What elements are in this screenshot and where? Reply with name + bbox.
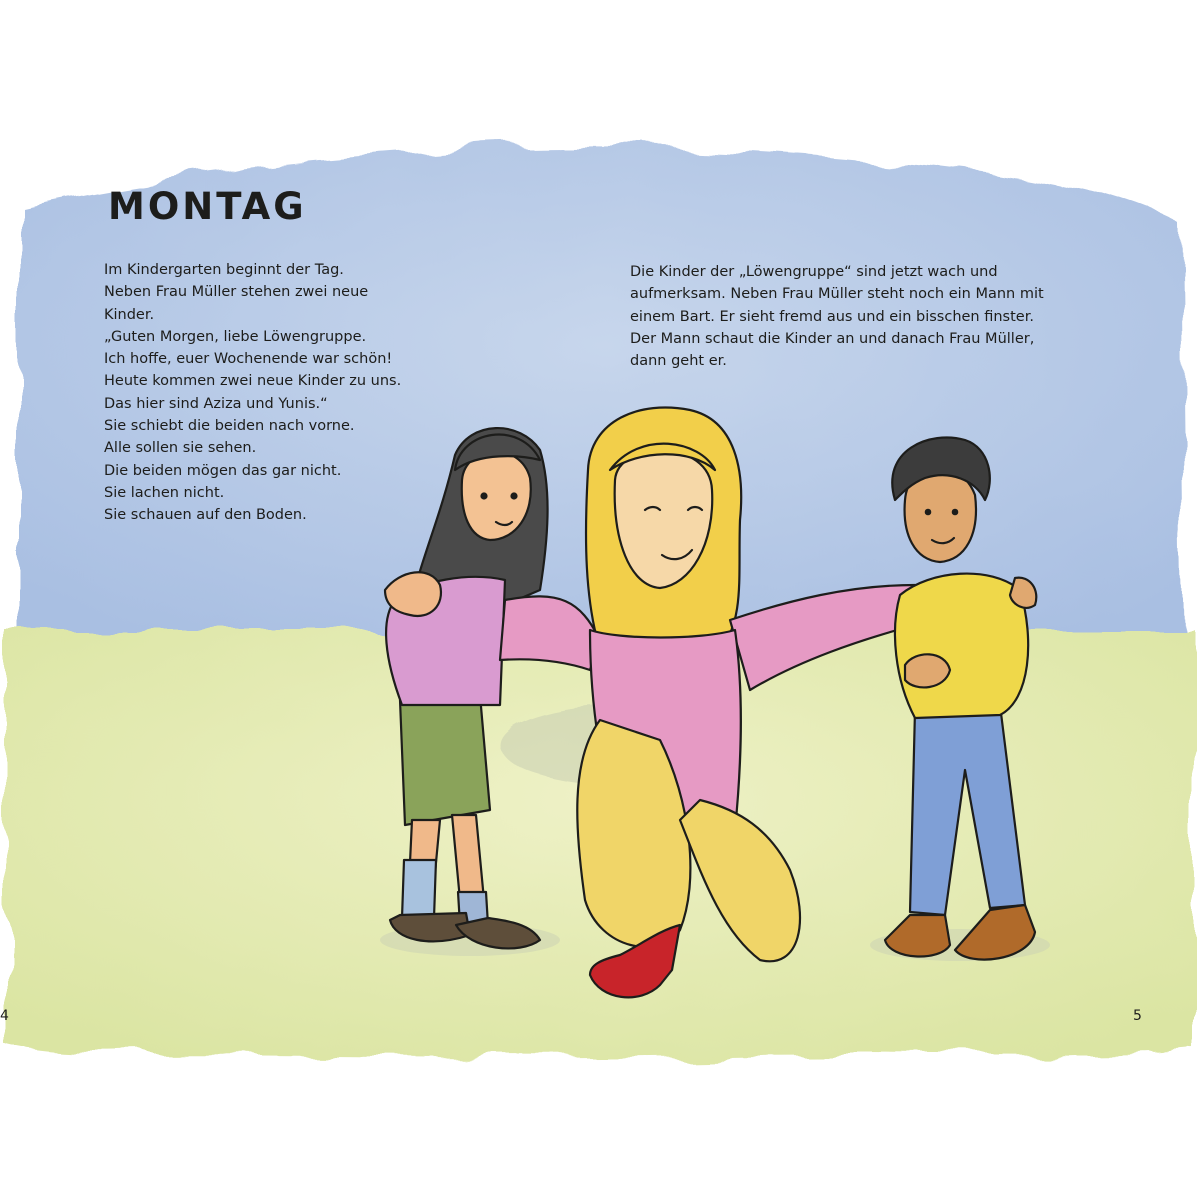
text-line: Heute kommen zwei neue Kinder zu uns. [104,373,402,390]
text-line: Ich hoffe, euer Wochenende war schön! [104,351,393,368]
text-line: dann geht er. [630,353,727,370]
right-text-block [630,261,1070,372]
page-number-right: 5 [1133,1008,1142,1024]
text-line: Die Kinder der „Löwengruppe“ sind jetzt wach und [630,264,998,280]
text-line: Sie lachen nicht. [104,484,225,501]
text-line: Kinder. [104,306,155,323]
page-title: MONTAG [108,185,307,228]
text-line: Alle sollen sie sehen. [104,440,257,457]
text-line: Sie schauen auf den Boden. [104,507,307,524]
text-line: Sie schiebt die beiden nach vorne. [104,418,355,435]
text-line: Das hier sind Aziza und Yunis.“ [104,395,328,412]
text-line: einem Bart. Er sieht fremd aus und ein bisschen finster. [630,308,1034,325]
text-line: aufmerksam. Neben Frau Müller steht noch ein Mann mit [630,286,1044,303]
text-line: Im Kindergarten beginnt der Tag. [104,262,344,278]
text-line: „Guten Morgen, liebe Löwengruppe. [104,328,367,345]
text-line: Der Mann schaut die Kinder an und danach Frau Müller, [630,330,1035,347]
left-text-block [104,259,404,527]
text-line: Neben Frau Müller stehen zwei neue [104,284,369,301]
text-line: Die beiden mögen das gar nicht. [104,462,342,479]
page-number-left: 4 [0,1008,9,1024]
